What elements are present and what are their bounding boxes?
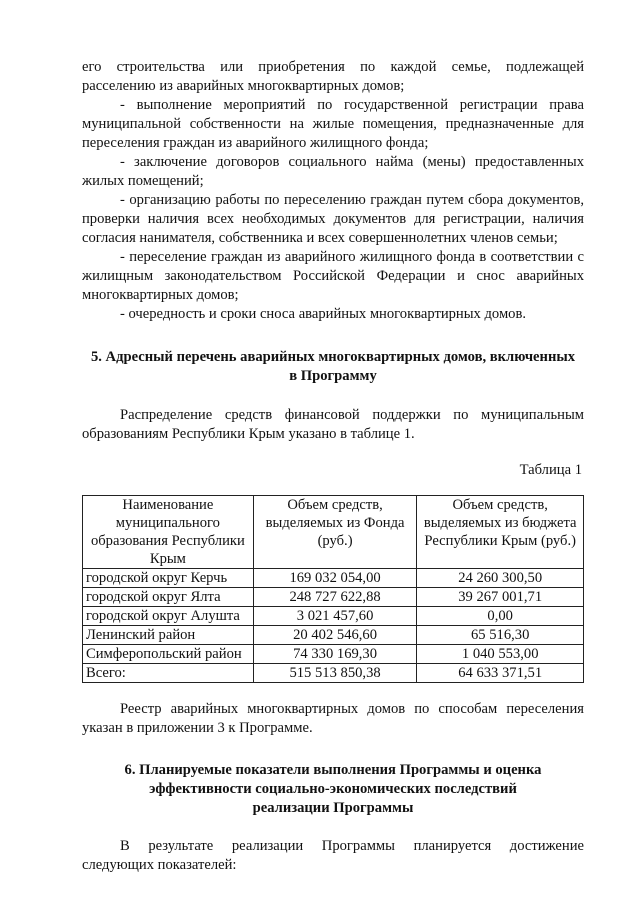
cell-budget: 65 516,30 [417,625,584,644]
table-caption: Таблица 1 [519,462,582,478]
bullet-registration: - выполнение мероприятий по государственной регистрации права муниципальной собственности на жилые помещения, предназначенные для переселения граждан из аварийного жилищного фонда; [82,97,584,151]
table-row [83,644,584,663]
table-total-row [83,663,584,682]
header-municipality: Наименование муниципального образования Республики Крым [83,495,254,568]
table-row [83,625,584,644]
table-row [83,587,584,606]
cell-fund: 74 330 169,30 [253,644,417,663]
header-fund: Объем средств, выделяемых из Фонда (руб.) [253,495,417,568]
cell-budget: 1 040 553,00 [417,644,584,663]
cell-budget: 0,00 [417,606,584,625]
bullet-social-contracts: - заключение договоров социального найма (мены) предоставленных жилых помещений; [82,154,584,189]
cell-total-label: Всего: [83,663,254,682]
section-5-heading-line1: 5. Адресный перечень аварийных многоквартирных домов, включенных [90,349,576,365]
cell-fund: 20 402 546,60 [253,625,417,644]
section-6-heading-line1: 6. Планируемые показатели выполнения Программы и оценка [124,761,542,778]
cell-total-fund: 515 513 850,38 [253,663,417,682]
section-5-heading [82,348,584,386]
cell-total-budget: 64 633 371,51 [417,663,584,682]
cell-fund: 3 021 457,60 [253,606,417,625]
cell-fund: 169 032 054,00 [253,568,417,587]
section-6-heading-line2: эффективности социально-экономических последствий [149,780,517,797]
table-row [83,568,584,587]
bullet-organization: - организацию работы по переселению граждан путем сбора документов, проверки наличия всех необходимых документов для регистрации, наличия согласия нанимателя, собственника и всех совершеннолетних членов семьи; [82,192,584,246]
bullet-resettlement: - переселение граждан из аварийного жилищного фонда в соответствии с жилищным законодательством Российской Федерации и снос аварийных многоквартирных домов; [82,249,584,303]
section-6-heading [82,761,584,818]
cell-municipality: Симферопольский район [83,644,254,663]
cell-municipality: Ленинский район [83,625,254,644]
cell-municipality: городской округ Ялта [83,587,254,606]
intro-line-2: расселению из аварийных многоквартирных домов; [82,78,405,94]
cell-municipality: городской округ Керчь [83,568,254,587]
cell-municipality: городской округ Алушта [83,606,254,625]
section-6-heading-line3: реализации Программы [252,799,414,816]
document-content [82,58,584,875]
cell-budget: 24 260 300,50 [417,568,584,587]
header-budget: Объем средств, выделяемых из бюджета Республики Крым (руб.) [417,495,584,568]
cell-budget: 39 267 001,71 [417,587,584,606]
table-row [83,606,584,625]
section-5-paragraph: Распределение средств финансовой поддержки по муниципальным образованиям Республики Крым указано в таблице 1. [82,407,584,442]
cell-fund: 248 727 622,88 [253,587,417,606]
funding-table [82,495,584,683]
section-6-paragraph: В результате реализации Программы планируется достижение следующих показателей: [82,837,584,873]
section-5-heading-line2: в Программу [289,368,377,384]
reestr-paragraph: Реестр аварийных многоквартирных домов по способам переселения указан в приложении 3 к Программе. [82,700,584,736]
bullet-demolition-order: - очередность и сроки сноса аварийных многоквартирных домов. [120,306,527,322]
intro-line-1: его строительства или приобретения по каждой семье, подлежащей [82,59,584,75]
table-header-row [83,495,584,568]
